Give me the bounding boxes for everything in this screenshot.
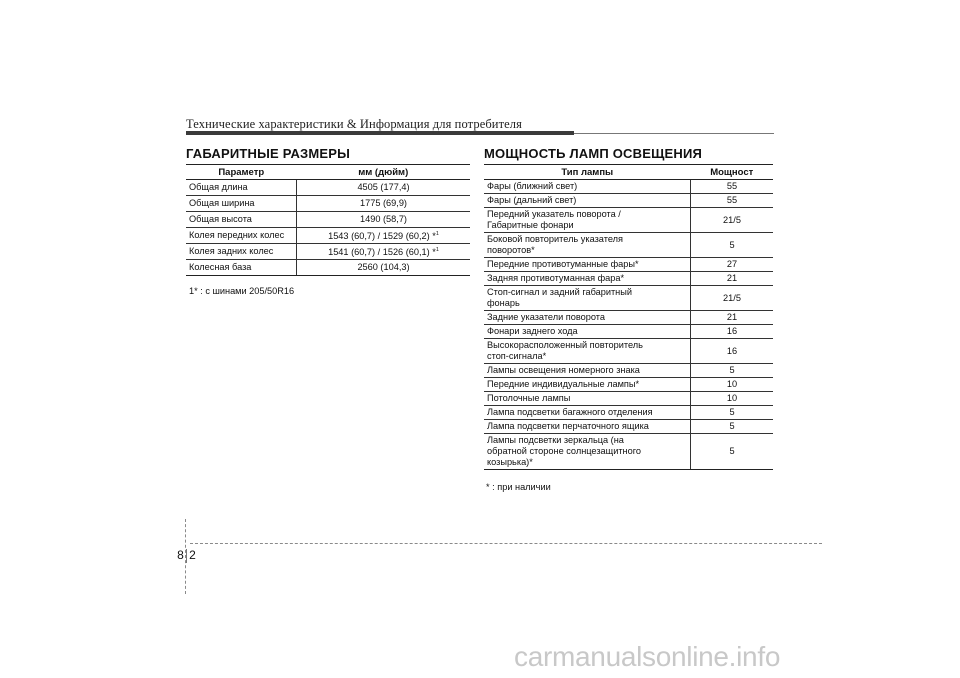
header-bar (186, 131, 574, 135)
lamp-power: 10 (691, 378, 774, 392)
lamp-type (484, 180, 691, 194)
dimensions-row (186, 260, 470, 276)
dimensions-param: Колесная база (186, 260, 297, 276)
lamp-type-line: Фары (ближний свет) (487, 181, 578, 191)
dimensions-title: ГАБАРИТНЫЕ РАЗМЕРЫ (186, 146, 351, 161)
lamp-type (484, 339, 691, 364)
lamp-type-line: Высокорасположенный повторитель (487, 340, 643, 350)
dimensions-row (186, 196, 470, 212)
lamp-power: 5 (691, 406, 774, 420)
lamp-type (484, 311, 691, 325)
lamp-power: 5 (691, 233, 774, 258)
lamp-power: 21 (691, 311, 774, 325)
lamps-row (484, 286, 773, 311)
dimensions-value-text: 1541 (60,7) / 1526 (60,1) * (328, 247, 436, 258)
header-line (574, 133, 774, 134)
lamps-row (484, 364, 773, 378)
lamps-row (484, 434, 773, 470)
lamp-type (484, 434, 691, 470)
lamp-type (484, 208, 691, 233)
lamp-type (484, 364, 691, 378)
dimensions-value-text: 2560 (104,3) (357, 262, 410, 272)
lamps-row (484, 272, 773, 286)
lamps-row (484, 180, 773, 194)
lamp-power: 5 (691, 434, 774, 470)
dimensions-value-text: 1543 (60,7) / 1529 (60,2) * (328, 231, 436, 242)
dimensions-param: Колея передних колес (186, 228, 297, 244)
dimensions-value (297, 260, 471, 276)
lamp-type-line: Передние противотуманные фары* (487, 259, 639, 269)
watermark: carmanualsonline.info (514, 641, 781, 672)
lamp-type-line: Потолочные лампы (487, 393, 571, 403)
lamp-power: 55 (691, 180, 774, 194)
lamps-row (484, 420, 773, 434)
lamp-power: 27 (691, 258, 774, 272)
lamp-power: 10 (691, 392, 774, 406)
footer-divider (190, 543, 822, 544)
lamp-type-line: Передний указатель поворота / (487, 209, 621, 219)
lamp-type-line: Лампа подсветки багажного отделения (487, 407, 653, 417)
dimensions-param: Общая высота (186, 212, 297, 228)
lamp-type-line: Фонари заднего хода (487, 326, 578, 336)
lamp-power: 55 (691, 194, 774, 208)
lamp-type (484, 392, 691, 406)
page-header-title: Технические характеристики & Информация для потребителя (186, 117, 522, 131)
lamp-power: 21/5 (691, 208, 774, 233)
lamp-power: 21 (691, 272, 774, 286)
lamp-type (484, 194, 691, 208)
dimensions-value-text: 1490 (58,7) (360, 214, 407, 224)
lamp-type (484, 286, 691, 311)
dimensions-header-param: Параметр (186, 165, 297, 180)
dimensions-header-value: мм (дюйм) (297, 165, 471, 180)
page-number-digit-2: 2 (189, 548, 196, 562)
dimensions-value (297, 228, 471, 244)
lamp-type-line: Фары (дальний свет) (487, 195, 577, 205)
dimensions-note: 1* : с шинами 205/50R16 (189, 286, 295, 296)
footnote-mark: 1 (435, 230, 439, 237)
lamp-type (484, 325, 691, 339)
lamp-power: 16 (691, 339, 774, 364)
lamp-power: 16 (691, 325, 774, 339)
dimensions-param: Общая ширина (186, 196, 297, 212)
lamp-type-line: Габаритные фонари (487, 220, 574, 230)
page-number (176, 548, 197, 563)
lamps-row (484, 378, 773, 392)
lamp-type-line: Задняя противотуманная фара* (487, 273, 625, 283)
dimensions-row (186, 228, 470, 244)
lamps-row (484, 194, 773, 208)
lamps-header-power: Мощност (691, 165, 774, 180)
lamp-type (484, 272, 691, 286)
lamp-type-line: Лампы освещения номерного знака (487, 365, 640, 375)
dimensions-value (297, 212, 471, 228)
lamp-power: 5 (691, 420, 774, 434)
dimensions-value-text: 4505 (177,4) (357, 182, 410, 192)
dimensions-row (186, 212, 470, 228)
lamp-type-line: Лампа подсветки перчаточного ящика (487, 421, 649, 431)
lamp-type-line: Боковой повторитель указателя (487, 234, 623, 244)
lamps-row (484, 406, 773, 420)
lamps-row (484, 311, 773, 325)
lamps-row (484, 339, 773, 364)
lamp-type-line: фонарь (487, 298, 520, 308)
dimensions-param: Колея задних колес (186, 244, 297, 260)
dimensions-table (186, 164, 470, 276)
dimensions-row (186, 180, 470, 196)
lamp-type (484, 420, 691, 434)
lamps-row (484, 392, 773, 406)
lamp-type-line: стоп-сигнала* (487, 351, 547, 361)
lamp-type-line: поворотов* (487, 245, 535, 255)
dimensions-value (297, 196, 471, 212)
lamp-type-line: Передние индивидуальные лампы* (487, 379, 640, 389)
lamp-type-line: Лампы подсветки зеркальца (на (487, 435, 624, 445)
lamps-title: МОЩНОСТЬ ЛАМП ОСВЕЩЕНИЯ (484, 146, 703, 161)
lamp-type-line: козырька)* (487, 457, 533, 467)
lamp-type (484, 378, 691, 392)
lamp-type (484, 258, 691, 272)
lamp-type (484, 406, 691, 420)
lamp-power: 21/5 (691, 286, 774, 311)
footnote-mark: 1 (435, 246, 439, 253)
dimensions-param: Общая длина (186, 180, 297, 196)
lamps-note: * : при наличии (486, 482, 551, 492)
dimensions-row (186, 244, 470, 260)
lamps-row (484, 258, 773, 272)
page-number-separator (186, 549, 187, 563)
dimensions-value (297, 180, 471, 196)
lamps-table (484, 164, 773, 470)
lamps-header-type: Тип лампы (484, 165, 691, 180)
lamps-row (484, 325, 773, 339)
lamp-type-line: обратной стороне солнцезащитного (487, 446, 641, 456)
lamps-row (484, 233, 773, 258)
dimensions-value (297, 244, 471, 260)
page-number-digit-1: 8 (177, 548, 184, 562)
dimensions-value-text: 1775 (69,9) (360, 198, 407, 208)
lamp-type-line: Задние указатели поворота (487, 312, 605, 322)
lamp-type-line: Стоп-сигнал и задний габаритный (487, 287, 632, 297)
lamp-power: 5 (691, 364, 774, 378)
lamp-type (484, 233, 691, 258)
lamps-row (484, 208, 773, 233)
